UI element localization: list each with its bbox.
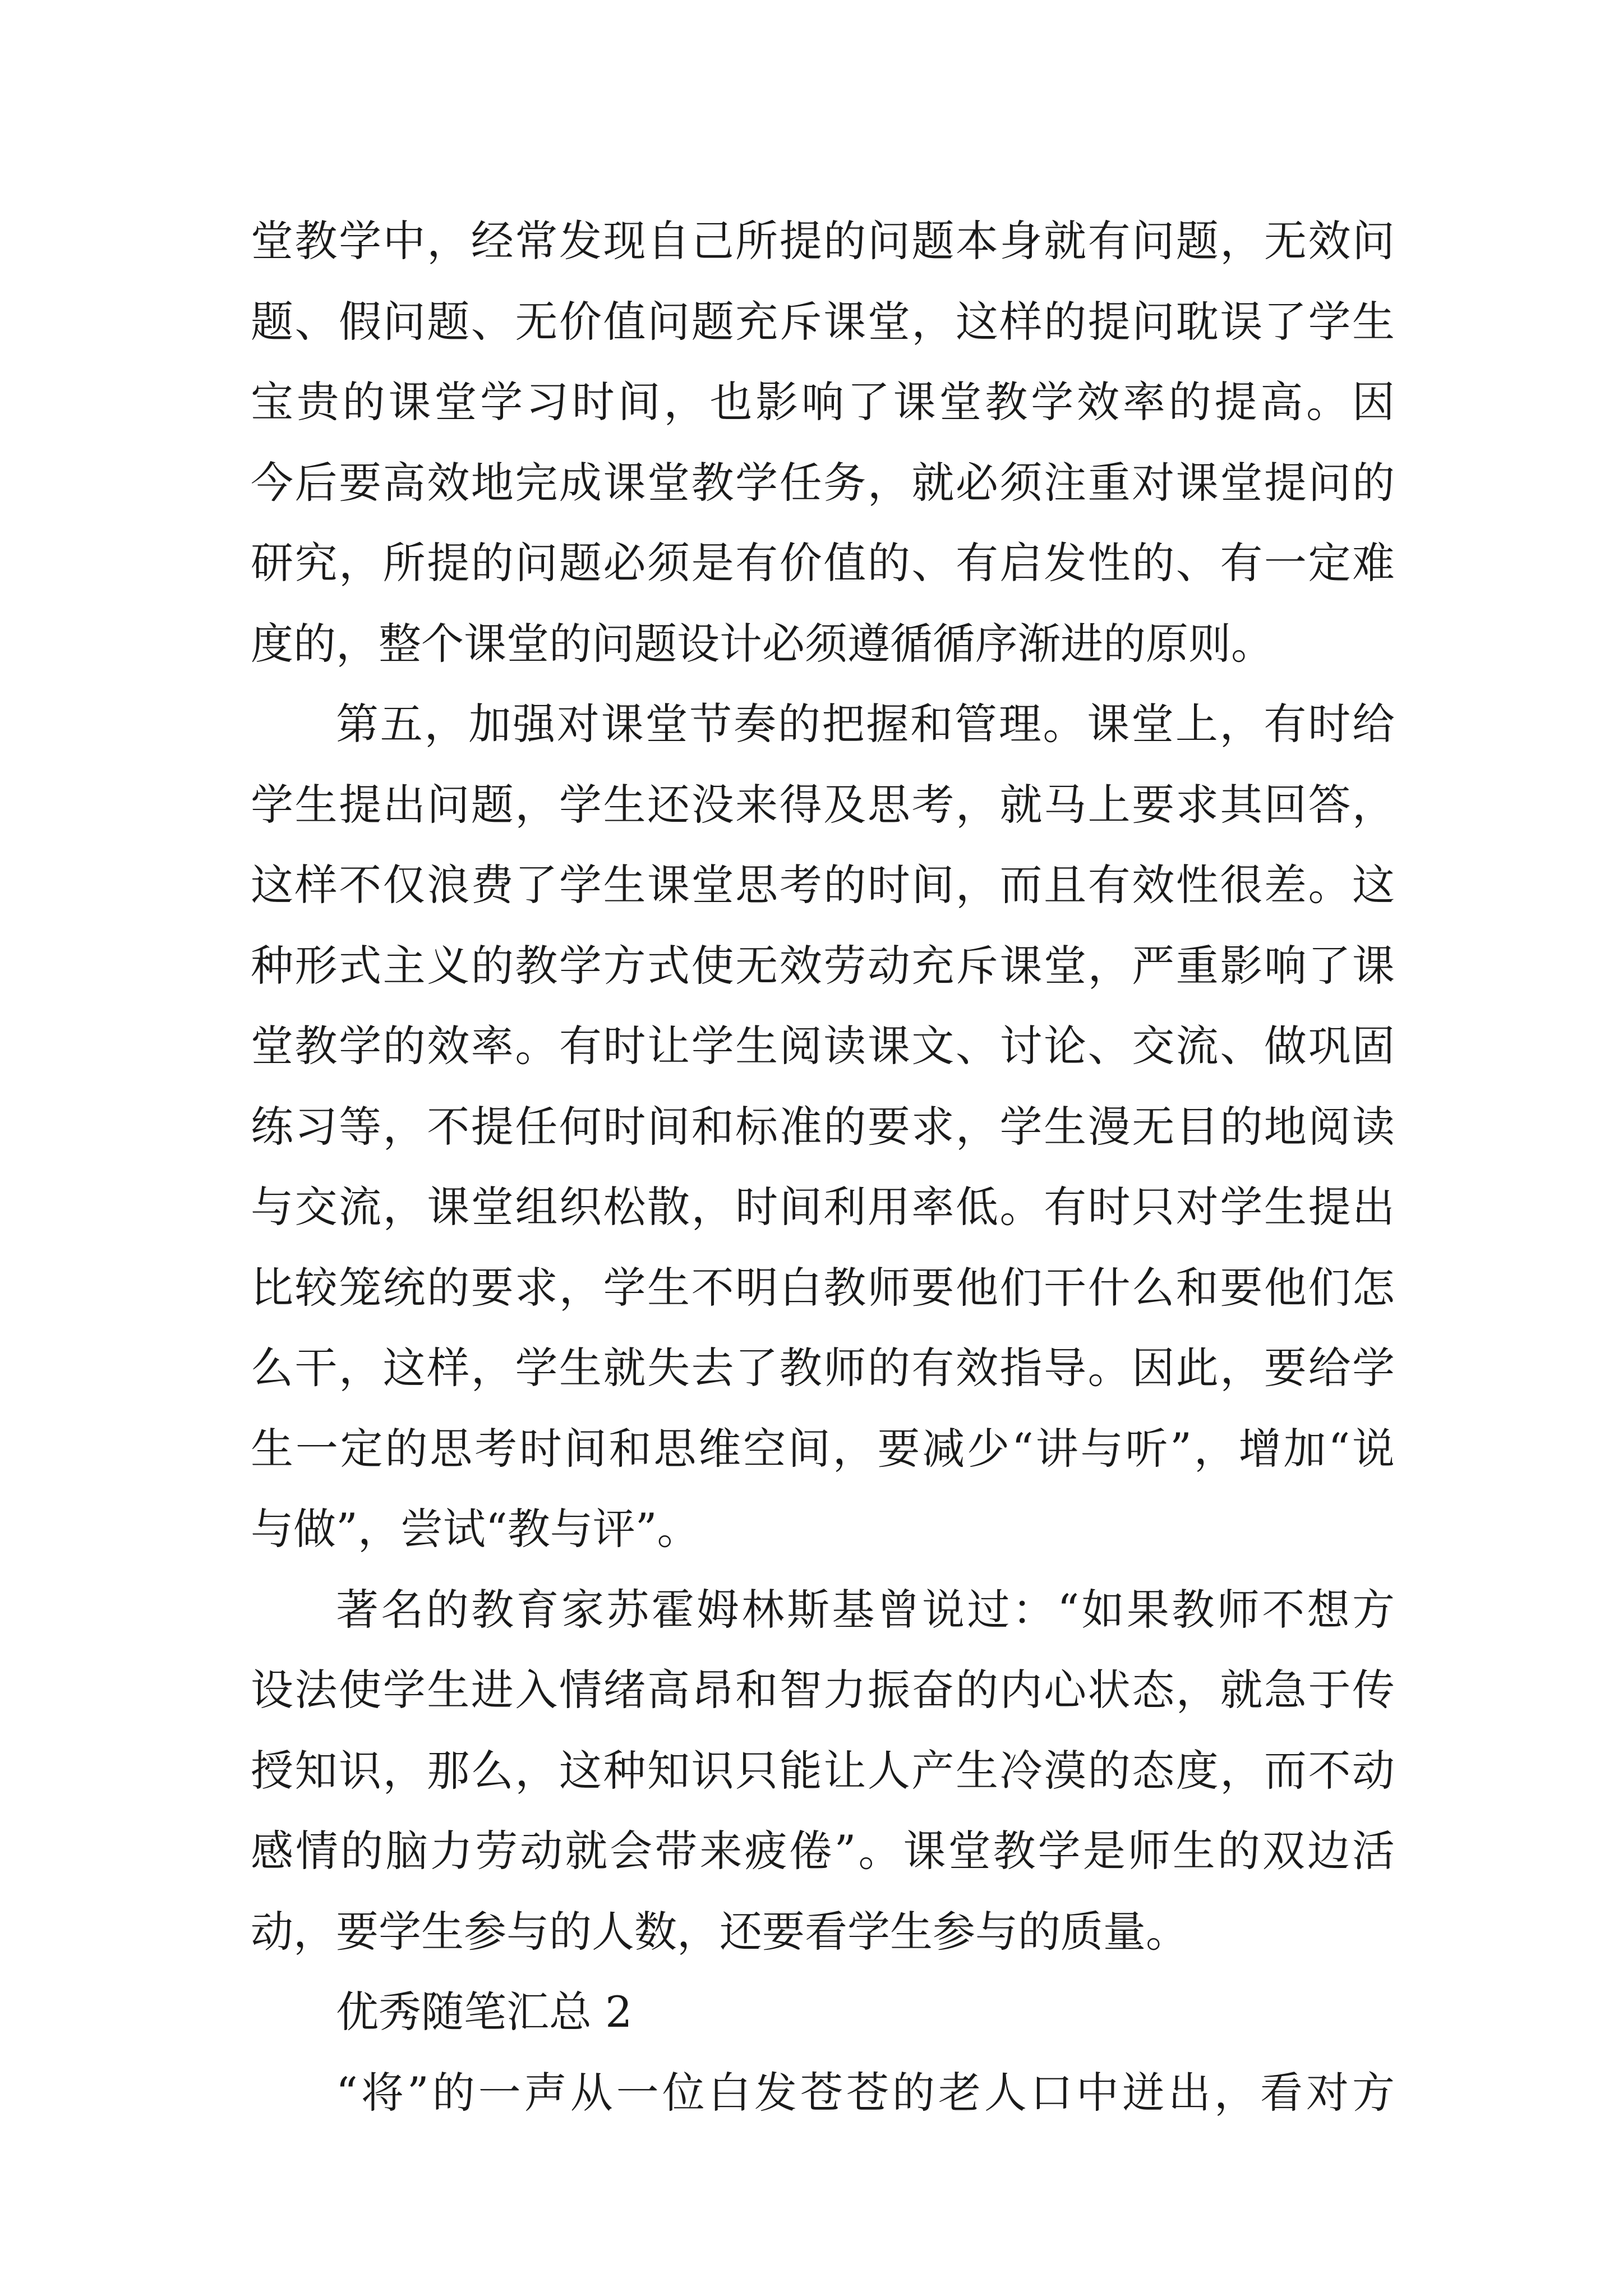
text-line: 今后要高效地完成课堂教学任务，就必须注重对课堂提问的 <box>251 457 1395 508</box>
text-line: 学生提出问题，学生还没来得及思考，就马上要求其回答， <box>251 779 1395 830</box>
text-line: 研究，所提的问题必须是有价值的、有启发性的、有一定难 <box>251 538 1395 588</box>
text-line: 宝贵的课堂学习时间，也影响了课堂教学效率的提高。因 <box>251 377 1395 427</box>
text-line: 比较笼统的要求，学生不明白教师要他们干什么和要他们怎 <box>251 1262 1395 1313</box>
text-line: 设法使学生进入情绪高昂和智力振奋的内心状态，就急于传 <box>251 1665 1395 1715</box>
text-line: 动，要学生参与的人数，还要看学生参与的质量。 <box>251 1906 1188 1957</box>
paragraph-first-line: 著名的教育家苏霍姆林斯基曾说过：“如果教师不想方 <box>336 1584 1395 1635</box>
text-line: 堂教学中，经常发现自己所提的问题本身就有问题，无效问 <box>251 216 1395 266</box>
text-line: 度的，整个课堂的问题设计必须遵循循序渐进的原则。 <box>251 618 1274 669</box>
paragraph-first-line: “将”的一声从一位白发苍苍的老人口中迸出，看对方 <box>336 2067 1395 2118</box>
text-line: 生一定的思考时间和思维空间，要减少“讲与听”，增加“说 <box>251 1423 1395 1474</box>
paragraph-first-line: 优秀随笔汇总 2 <box>336 1987 633 2037</box>
text-line: 堂教学的效率。有时让学生阅读课文、讨论、交流、做巩固 <box>251 1021 1395 1071</box>
text-line: 这样不仅浪费了学生课堂思考的时间，而且有效性很差。这 <box>251 860 1395 910</box>
text-line: 与交流，课堂组织松散，时间利用率低。有时只对学生提出 <box>251 1182 1395 1232</box>
text-line: 授知识，那么，这种知识只能让人产生冷漠的态度，而不动 <box>251 1745 1395 1796</box>
paragraph-first-line: 第五，加强对课堂节奏的把握和管理。课堂上，有时给 <box>336 699 1395 749</box>
text-line: 种形式主义的教学方式使无效劳动充斥课堂，严重影响了课 <box>251 940 1395 991</box>
body-text <box>251 201 1395 2133</box>
text-line: 感情的脑力劳动就会带来疲倦”。课堂教学是师生的双边活 <box>251 1826 1395 1876</box>
text-line: 题、假问题、无价值问题充斥课堂，这样的提问耽误了学生 <box>251 296 1395 347</box>
text-line: 与做”，尝试“教与评”。 <box>251 1504 700 1554</box>
text-line: 么干，这样，学生就失去了教师的有效指导。因此，要给学 <box>251 1343 1395 1393</box>
text-line: 练习等，不提任何时间和标准的要求，学生漫无目的地阅读 <box>251 1101 1395 1152</box>
